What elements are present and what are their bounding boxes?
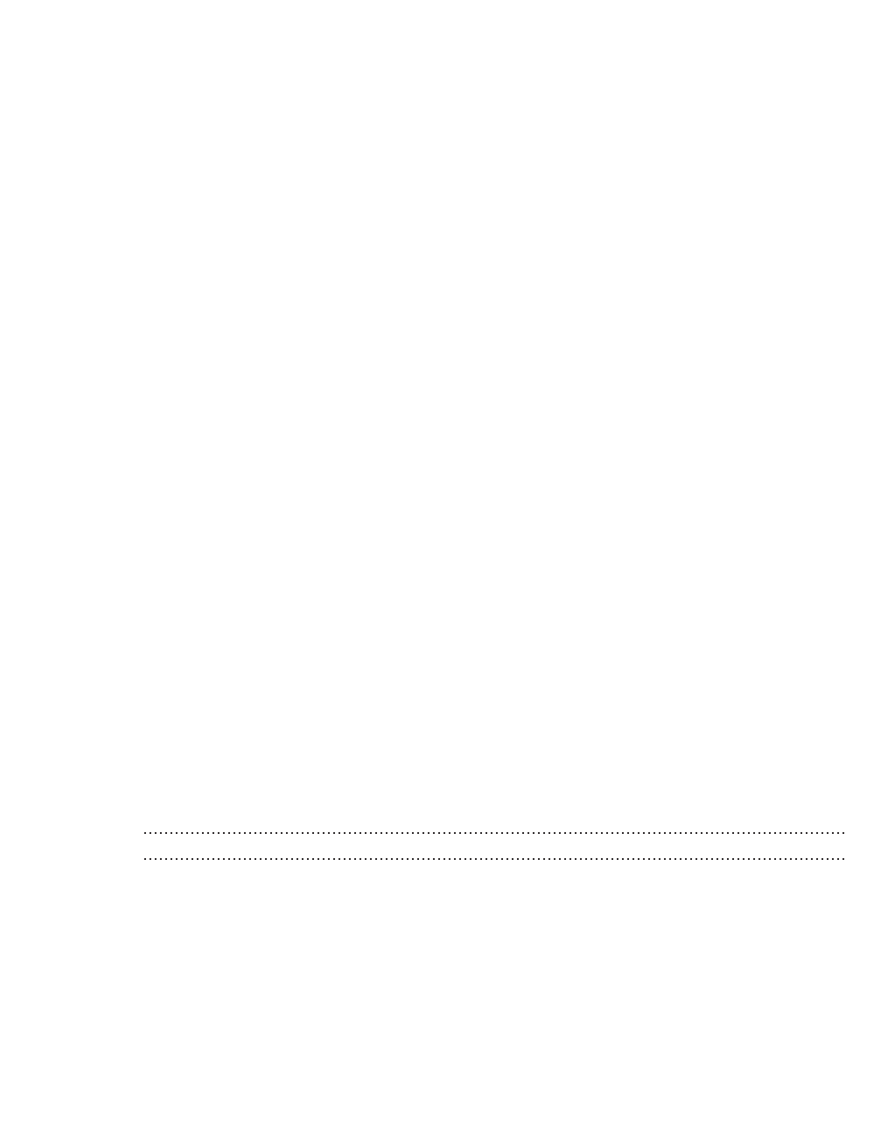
toc-entry-line (141, 817, 847, 842)
toc-entry[interactable] (141, 843, 847, 868)
dot-leader: ...................................................................................................................................... (143, 845, 847, 864)
toc-entry-line (141, 843, 847, 868)
table-of-contents-bottom (141, 817, 847, 869)
toc-entry[interactable] (141, 817, 847, 842)
dot-leader: ...................................................................................................................................... (143, 819, 847, 838)
